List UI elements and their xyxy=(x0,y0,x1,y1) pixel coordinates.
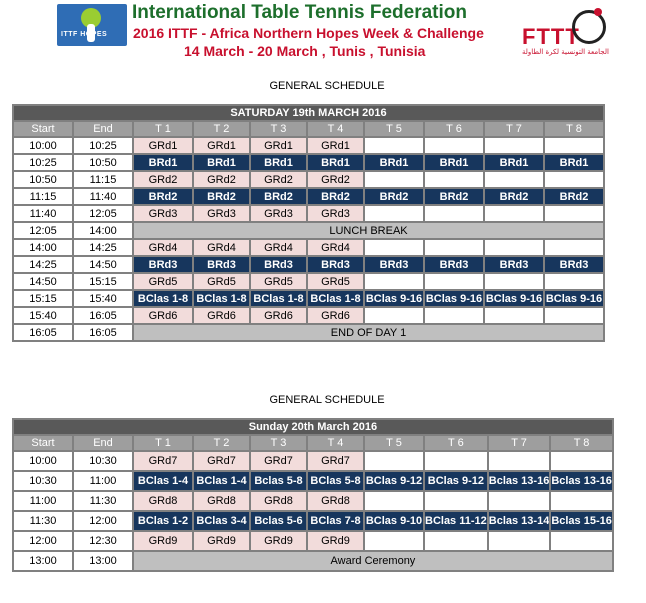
table-row xyxy=(14,155,603,170)
match-cell: BRd2 xyxy=(308,189,363,204)
match-cell xyxy=(545,206,603,221)
match-cell: GRd4 xyxy=(251,240,306,255)
break-cell: LUNCH BREAK xyxy=(134,223,603,238)
match-cell: BClas 1-8 xyxy=(308,291,363,306)
match-cell xyxy=(425,452,487,470)
match-cell xyxy=(551,532,612,550)
match-cell: GRd4 xyxy=(308,240,363,255)
match-cell: GRd1 xyxy=(134,138,192,153)
match-cell: BClas 1-4 xyxy=(134,472,192,490)
match-cell: BRd2 xyxy=(251,189,306,204)
match-cell xyxy=(425,274,483,289)
match-cell: GRd8 xyxy=(251,492,306,510)
day-title: SATURDAY 19th MARCH 2016 xyxy=(14,106,603,120)
match-cell: BRd3 xyxy=(308,257,363,272)
match-cell: BClas 11-12 xyxy=(425,512,487,530)
match-cell: GRd7 xyxy=(251,452,306,470)
match-cell xyxy=(545,172,603,187)
column-header: T 5 xyxy=(365,436,423,450)
start-time: 13:00 xyxy=(14,552,72,570)
column-header: End xyxy=(74,436,132,450)
match-cell: GRd4 xyxy=(194,240,249,255)
column-header: Start xyxy=(14,122,72,136)
match-cell: BRd1 xyxy=(485,155,543,170)
column-header: End xyxy=(74,122,132,136)
match-cell xyxy=(425,172,483,187)
start-time: 10:25 xyxy=(14,155,72,170)
table-row xyxy=(14,512,612,530)
match-cell: Bclas 5-6 xyxy=(251,512,306,530)
column-header: T 2 xyxy=(194,436,249,450)
match-cell: BRd1 xyxy=(308,155,363,170)
end-time: 15:40 xyxy=(74,291,132,306)
fttt-arabic: الجامعة التونسية لكرة الطاولة xyxy=(522,48,609,56)
match-cell: GRd7 xyxy=(308,452,363,470)
match-cell: BClas 1-8 xyxy=(134,291,192,306)
match-cell: BRd3 xyxy=(485,257,543,272)
end-time: 11:30 xyxy=(74,492,132,510)
column-header: T 2 xyxy=(194,122,249,136)
end-time: 16:05 xyxy=(74,308,132,323)
match-cell xyxy=(485,274,543,289)
column-header: T 8 xyxy=(545,122,603,136)
match-cell: BClas 9-16 xyxy=(365,292,423,305)
column-header: T 7 xyxy=(489,436,550,450)
match-cell: BRd3 xyxy=(251,257,306,272)
match-cell: GRd9 xyxy=(194,532,249,550)
match-cell: BRd3 xyxy=(134,257,192,272)
start-time: 12:05 xyxy=(14,223,72,238)
end-time: 10:25 xyxy=(74,138,132,153)
column-header: Start xyxy=(14,436,72,450)
match-cell: BRd3 xyxy=(194,257,249,272)
start-time: 15:40 xyxy=(14,308,72,323)
match-cell xyxy=(425,206,483,221)
match-cell xyxy=(365,532,423,550)
column-header: T 3 xyxy=(251,122,306,136)
match-cell xyxy=(551,452,612,470)
break-cell: END OF DAY 1 xyxy=(134,325,603,340)
end-time: 16:05 xyxy=(74,325,132,340)
match-cell: GRd8 xyxy=(194,492,249,510)
column-header: T 1 xyxy=(134,122,192,136)
start-time: 11:30 xyxy=(14,512,72,530)
table-row xyxy=(14,325,603,340)
match-cell: GRd8 xyxy=(308,492,363,510)
day-title: Sunday 20th March 2016 xyxy=(14,420,612,434)
match-cell xyxy=(425,532,487,550)
break-cell: Award Ceremony xyxy=(134,552,612,570)
match-cell: BClas 9-12 xyxy=(365,472,423,490)
match-cell xyxy=(365,452,423,470)
end-time: 10:30 xyxy=(74,452,132,470)
match-cell: BRd1 xyxy=(425,155,483,170)
match-cell xyxy=(485,138,543,153)
table-row xyxy=(14,532,612,550)
start-time: 11:40 xyxy=(14,206,72,221)
match-cell: Bclas 15-16 xyxy=(551,512,612,530)
match-cell: GRd5 xyxy=(251,274,306,289)
saturday-schedule-table xyxy=(12,104,605,342)
match-cell xyxy=(365,492,423,510)
match-cell: GRd2 xyxy=(194,172,249,187)
match-cell: BClas 1-8 xyxy=(251,291,306,306)
match-cell: GRd5 xyxy=(194,274,249,289)
start-time: 10:30 xyxy=(14,472,72,490)
ball-icon xyxy=(594,8,602,16)
match-cell: GRd1 xyxy=(251,138,306,153)
match-cell xyxy=(425,308,483,323)
table-row xyxy=(14,206,603,221)
match-cell: GRd3 xyxy=(134,206,192,221)
match-cell: Bclas 13-16 xyxy=(551,472,612,490)
page-header xyxy=(0,0,646,66)
match-cell: BClas 9-16 xyxy=(425,292,483,305)
match-cell: GRd9 xyxy=(251,532,306,550)
start-time: 14:25 xyxy=(14,257,72,272)
end-time: 12:30 xyxy=(74,532,132,550)
match-cell: Bclas 5-8 xyxy=(251,472,306,490)
table-row xyxy=(14,138,603,153)
match-cell: BRd2 xyxy=(485,189,543,204)
match-cell xyxy=(365,240,423,255)
match-cell xyxy=(425,138,483,153)
match-cell xyxy=(489,492,550,510)
match-cell xyxy=(545,308,603,323)
match-cell: BClas 9-10 xyxy=(365,512,423,530)
table-row xyxy=(14,492,612,510)
end-time: 14:00 xyxy=(74,223,132,238)
match-cell: GRd9 xyxy=(308,532,363,550)
match-cell: BRd2 xyxy=(134,189,192,204)
end-time: 14:50 xyxy=(74,257,132,272)
match-cell: GRd2 xyxy=(308,172,363,187)
table-row xyxy=(14,257,603,272)
table-row xyxy=(14,274,603,289)
start-time: 10:50 xyxy=(14,172,72,187)
table-row xyxy=(14,472,612,490)
start-time: 11:00 xyxy=(14,492,72,510)
match-cell: GRd2 xyxy=(251,172,306,187)
match-cell: GRd5 xyxy=(134,274,192,289)
event-dates: 14 March - 20 March , Tunis , Tunisia xyxy=(184,43,426,59)
match-cell xyxy=(485,308,543,323)
column-header: T 3 xyxy=(251,436,306,450)
column-header: T 4 xyxy=(308,122,363,136)
match-cell: BClas 9-16 xyxy=(545,292,603,305)
match-cell: GRd5 xyxy=(308,274,363,289)
end-time: 11:00 xyxy=(74,472,132,490)
column-header: T 4 xyxy=(308,436,363,450)
match-cell xyxy=(365,308,423,323)
ittf-hopes-logo xyxy=(57,4,127,46)
table-row xyxy=(14,172,603,187)
column-header: T 6 xyxy=(425,436,487,450)
match-cell: BRd2 xyxy=(194,189,249,204)
match-cell: GRd2 xyxy=(134,172,192,187)
match-cell: BClas 1-4 xyxy=(194,472,249,490)
match-cell xyxy=(545,138,603,153)
start-time: 10:00 xyxy=(14,452,72,470)
end-time: 14:25 xyxy=(74,240,132,255)
column-header: T 8 xyxy=(551,436,612,450)
federation-title: International Table Tennis Federation xyxy=(132,2,468,23)
match-cell xyxy=(365,206,423,221)
table-row xyxy=(14,189,603,204)
match-cell xyxy=(545,274,603,289)
match-cell: BClas 5-8 xyxy=(308,472,363,490)
column-header: T 5 xyxy=(365,122,423,136)
match-cell xyxy=(545,240,603,255)
match-cell: BRd3 xyxy=(425,257,483,272)
start-time: 14:50 xyxy=(14,274,72,289)
match-cell: BClas 9-16 xyxy=(485,292,543,305)
match-cell xyxy=(365,274,423,289)
match-cell: BRd1 xyxy=(134,155,192,170)
section-label: GENERAL SCHEDULE xyxy=(269,80,385,92)
paddle-icon xyxy=(572,10,606,44)
match-cell: BRd1 xyxy=(251,155,306,170)
table-row xyxy=(14,452,612,470)
match-cell xyxy=(551,492,612,510)
match-cell xyxy=(485,206,543,221)
end-time: 11:40 xyxy=(74,189,132,204)
match-cell xyxy=(489,452,550,470)
table-row xyxy=(14,223,603,238)
match-cell: GRd3 xyxy=(251,206,306,221)
match-cell: BRd1 xyxy=(365,155,423,170)
match-cell: BClas 3-4 xyxy=(194,512,249,530)
match-cell xyxy=(425,492,487,510)
end-time: 11:15 xyxy=(74,172,132,187)
start-time: 12:00 xyxy=(14,532,72,550)
match-cell: GRd1 xyxy=(308,138,363,153)
match-cell xyxy=(485,240,543,255)
fttt-letters: FTTT xyxy=(522,24,580,49)
match-cell xyxy=(489,532,550,550)
match-cell: GRd3 xyxy=(308,206,363,221)
start-time: 14:00 xyxy=(14,240,72,255)
match-cell: GRd6 xyxy=(308,308,363,323)
column-header: T 7 xyxy=(485,122,543,136)
match-cell xyxy=(485,172,543,187)
section-label: GENERAL SCHEDULE xyxy=(269,394,385,406)
end-time: 15:15 xyxy=(74,274,132,289)
match-cell: Bclas 13-14 xyxy=(489,512,550,530)
match-cell: BRd2 xyxy=(365,189,423,204)
end-time: 12:00 xyxy=(74,512,132,530)
fttt-logo xyxy=(520,8,610,58)
match-cell: BRd3 xyxy=(365,257,423,272)
table-row xyxy=(14,240,603,255)
end-time: 10:50 xyxy=(74,155,132,170)
column-header: T 6 xyxy=(425,122,483,136)
start-time: 15:15 xyxy=(14,291,72,306)
match-cell: GRd7 xyxy=(194,452,249,470)
start-time: 10:00 xyxy=(14,138,72,153)
table-row xyxy=(14,291,603,306)
match-cell: GRd8 xyxy=(134,492,192,510)
match-cell: Bclas 13-16 xyxy=(489,472,550,490)
match-cell: GRd4 xyxy=(134,240,192,255)
match-cell: GRd1 xyxy=(194,138,249,153)
match-cell: BRd2 xyxy=(425,189,483,204)
match-cell: BRd1 xyxy=(545,155,603,170)
match-cell: BClas 1-2 xyxy=(134,512,192,530)
match-cell: GRd6 xyxy=(251,308,306,323)
end-time: 13:00 xyxy=(74,552,132,570)
match-cell: GRd6 xyxy=(134,308,192,323)
match-cell: GRd3 xyxy=(194,206,249,221)
sunday-schedule-table xyxy=(12,418,614,572)
match-cell: BClas 7-8 xyxy=(308,512,363,530)
match-cell xyxy=(365,172,423,187)
match-cell: BRd2 xyxy=(545,189,603,204)
match-cell: BClas 1-8 xyxy=(194,291,249,306)
end-time: 12:05 xyxy=(74,206,132,221)
table-row xyxy=(14,552,612,570)
match-cell: GRd7 xyxy=(134,452,192,470)
match-cell xyxy=(425,240,483,255)
match-cell: GRd9 xyxy=(134,532,192,550)
event-title: 2016 ITTF - Africa Northern Hopes Week & Challenge xyxy=(133,25,484,41)
match-cell xyxy=(365,138,423,153)
column-header: T 1 xyxy=(134,436,192,450)
match-cell: GRd6 xyxy=(194,308,249,323)
match-cell: BClas 9-12 xyxy=(425,472,487,490)
start-time: 11:15 xyxy=(14,189,72,204)
match-cell: BRd1 xyxy=(194,155,249,170)
logo-text: ITTF HOPES xyxy=(61,31,108,38)
match-cell: BRd3 xyxy=(545,257,603,272)
table-row xyxy=(14,308,603,323)
start-time: 16:05 xyxy=(14,325,72,340)
